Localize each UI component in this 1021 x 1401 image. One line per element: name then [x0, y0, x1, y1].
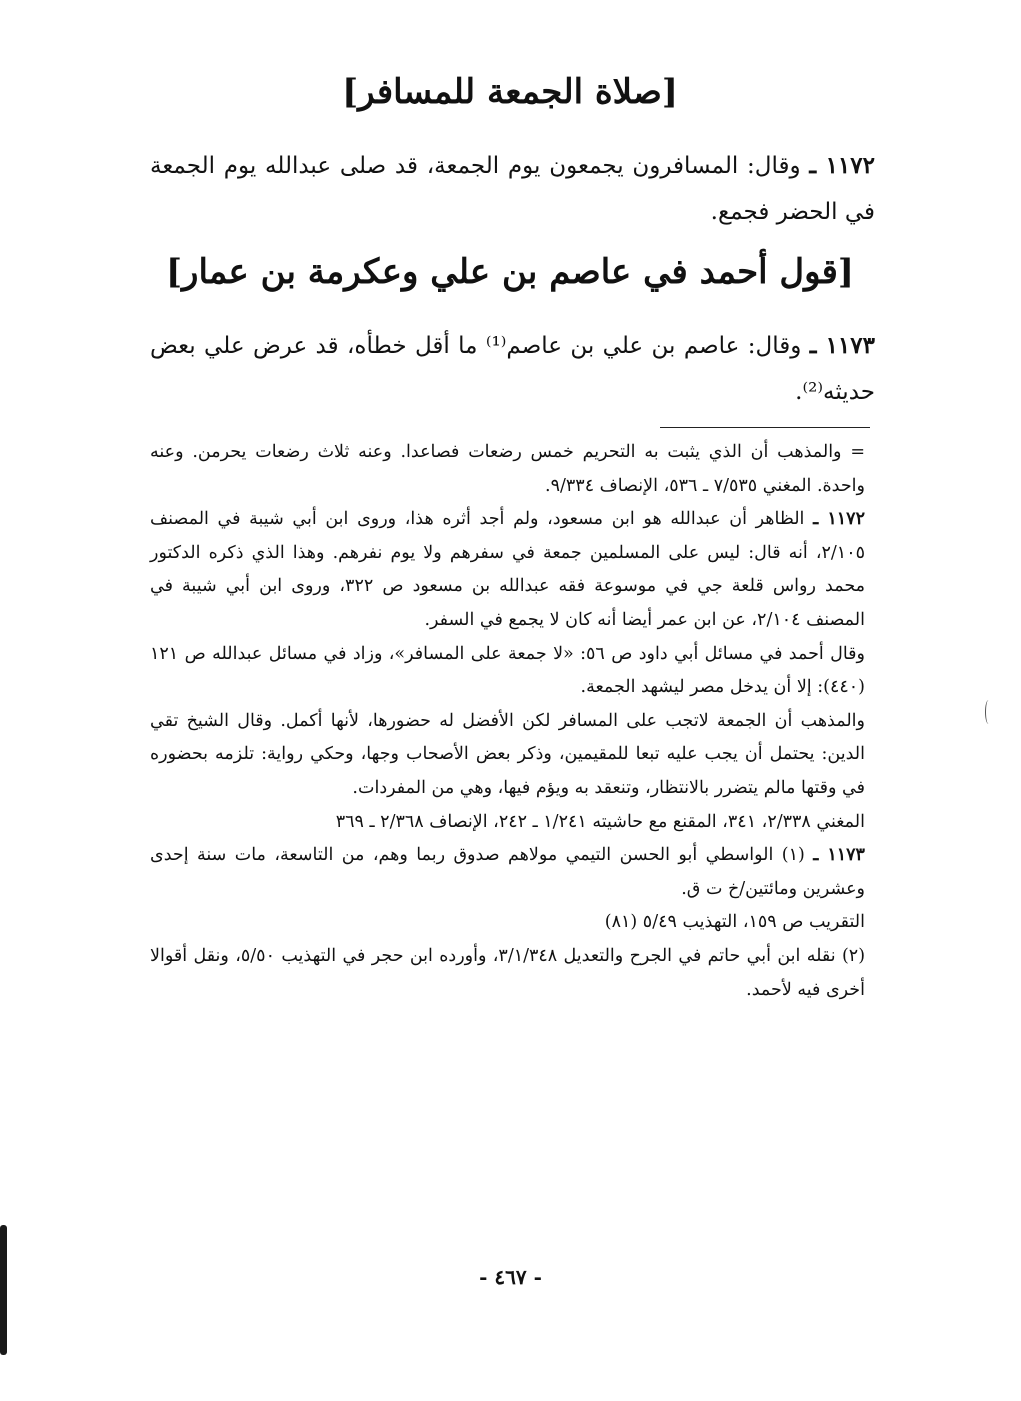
footnote-divider	[660, 427, 870, 428]
footnote-paragraph: المغني ٢/٣٣٨، ٣٤١، المقنع مع حاشيته ١/٢٤١ ـ ٢٤٢، الإنصاف ٢/٣٦٨ ـ ٣٦٩	[335, 811, 865, 832]
footnote-text: والمذهب أن الذي يثبت به التحريم خمس رضعات فصاعدا. وعنه ثلاث رضعات يحرمن. وعنه واحدة. المغني ٧/٥٣٥ ـ ٥٣٦، الإنصاف ٩/٣٣٤.	[150, 442, 865, 496]
scan-edge-mark	[0, 1225, 7, 1355]
footnote-paragraph: التقريب ص ١٥٩، التهذيب ٥/٤٩ (٨١)	[604, 912, 865, 933]
entry-number: ١١٧٣ ـ	[809, 332, 875, 359]
footnotes	[150, 436, 865, 1007]
footnote-text: الظاهر أن عبدالله هو ابن مسعود، ولم أجد أثره هذا، وروى ابن أبي شيبة في المصنف ٢/١٠٥، أنه قال: ليس على المسلمين جمعة في سفرهم ولا يوم نفرهم. وهذا الذي ذكره الدكتور محمد رواس قلعة جي في موسوعة فقه عبدالله بن مسعود ص ٣٢٢، وروى ابن أبي شيبة في المصنف ٢/١٠٤، عن ابن عمر أيضا أنه كان لا يجمع في السفر.	[150, 509, 866, 630]
footnote-paragraph: وقال أحمد في مسائل أبي داود ص ٥٦: «لا جمعة على المسافر»، وزاد في مسائل عبدالله ص ١٢١ (٤٤٠): إلا أن يدخل مصر ليشهد الجمعة.	[150, 643, 866, 698]
footnote-paragraph: (٢) نقله ابن أبي حاتم في الجرح والتعديل ٣/١/٣٤٨، وأورده ابن حجر في التهذيب ٥/٥٠، ونقل أقوالا أخرى فيه لأحمد.	[150, 945, 866, 1000]
section-heading-friday-prayer-traveler: [صلاة الجمعة للمسافر]	[342, 72, 678, 112]
continuation-marker: =	[850, 442, 865, 462]
page-number: - ٤٦٧ -	[479, 1265, 542, 1289]
entry-1173	[150, 323, 875, 415]
footnote-paragraph: والمذهب أن الجمعة لاتجب على المسافر لكن الأفضل له حضورها، لأنها أكمل. وقال الشيخ تقي الدين: يحتمل أن يجب عليه تبعا للمقيمين، وذكر بعض الأصحاب وجها، وحكي رواية: تلزمه بحضوره في وقتها مالم يتضرر بالانتظار، وتنعقد به ويؤم فيها، وهي من المفردات.	[150, 710, 865, 798]
entry-1172	[150, 143, 875, 235]
footnote-number: ١١٧٢ ـ	[813, 509, 865, 530]
entry-text: وقال: عاصم بن علي بن عاصم⁽¹⁾ ما أقل خطأه، قد عرض علي بعض حديثه⁽²⁾.	[150, 333, 875, 405]
footnote-1172	[150, 503, 865, 637]
entry-number: ١١٧٢ ـ	[809, 152, 875, 179]
entry-text: وقال: المسافرون يجمعون يوم الجمعة، قد صلى عبدالله يوم الجمعة في الحضر فجمع.	[150, 153, 875, 225]
footnote-number: ١١٧٣ ـ	[813, 845, 865, 866]
footnote-continuation	[150, 436, 865, 503]
footnote-1173	[150, 839, 865, 906]
scan-margin-mark	[985, 700, 992, 724]
section-heading-asim-ikrima: [قول أحمد في عاصم بن علي وعكرمة بن عمار]	[165, 252, 855, 292]
footnote-text: (١) الواسطي أبو الحسن التيمي مولاهم صدوق ربما وهم، من التاسعة، مات سنة إحدى وعشرين ومائتين/خ ت ق.	[150, 845, 865, 899]
